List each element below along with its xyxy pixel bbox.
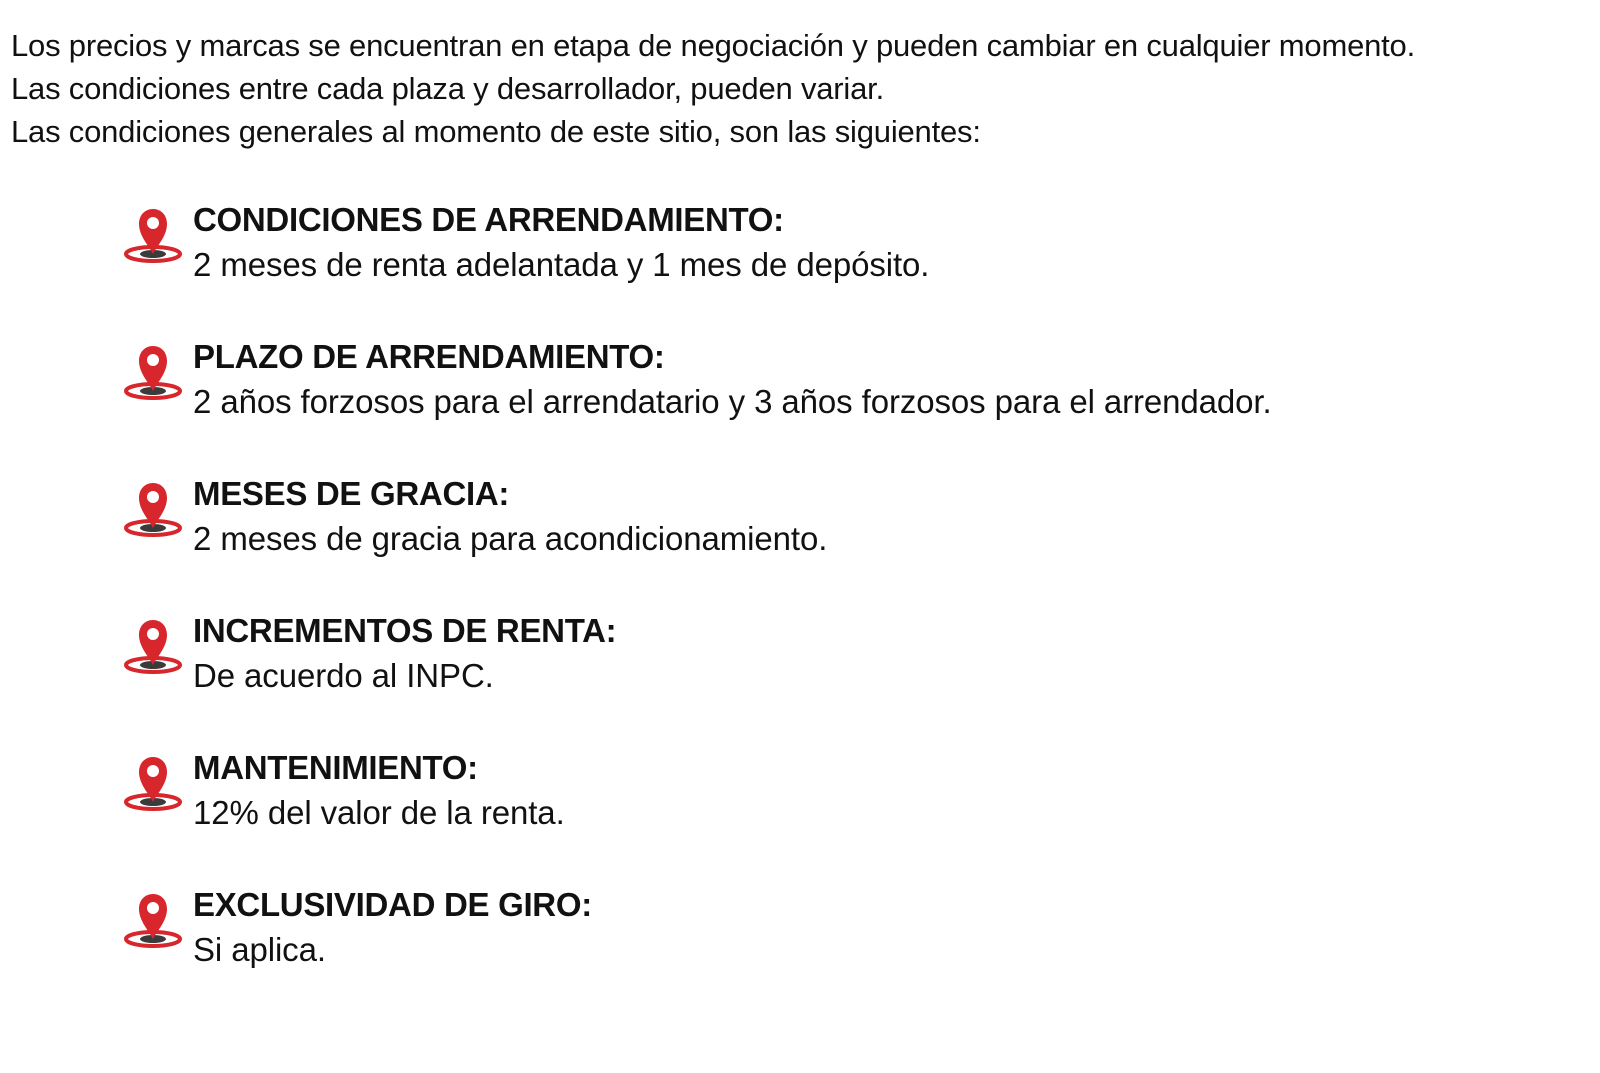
condition-item-exclusividad bbox=[122, 885, 1582, 985]
condition-text: 2 meses de renta adelantada y 1 mes de depósito. bbox=[193, 246, 930, 283]
condition-text: De acuerdo al INPC. bbox=[193, 657, 494, 694]
condition-text: 2 años forzosos para el arrendatario y 3 años forzosos para el arrendador. bbox=[193, 383, 1272, 420]
condition-text: Si aplica. bbox=[193, 931, 326, 968]
map-pin-icon bbox=[122, 339, 186, 403]
condition-item-incrementos bbox=[122, 611, 1582, 711]
condition-title: EXCLUSIVIDAD DE GIRO: bbox=[193, 886, 592, 923]
map-pin-icon bbox=[122, 202, 186, 266]
map-pin-icon bbox=[122, 887, 186, 951]
intro-text bbox=[11, 24, 1591, 153]
map-pin-icon bbox=[122, 476, 186, 540]
condition-title: PLAZO DE ARRENDAMIENTO: bbox=[193, 338, 665, 375]
condition-item-plazo bbox=[122, 337, 1582, 437]
condition-title: INCREMENTOS DE RENTA: bbox=[193, 612, 617, 649]
condition-title: MESES DE GRACIA: bbox=[193, 475, 510, 512]
condition-title: CONDICIONES DE ARRENDAMIENTO: bbox=[193, 201, 784, 238]
condition-item-mantenimiento bbox=[122, 748, 1582, 848]
condition-item-arrendamiento bbox=[122, 200, 1582, 300]
condition-text: 12% del valor de la renta. bbox=[193, 794, 565, 831]
map-pin-icon bbox=[122, 613, 186, 677]
condition-item-gracia bbox=[122, 474, 1582, 574]
intro-line-1: Los precios y marcas se encuentran en etapa de negociación y pueden cambiar en cualquier momento. bbox=[11, 28, 1416, 63]
condition-title: MANTENIMIENTO: bbox=[193, 749, 478, 786]
intro-line-2: Las condiciones entre cada plaza y desarrollador, pueden variar. bbox=[11, 71, 884, 106]
map-pin-icon bbox=[122, 750, 186, 814]
intro-line-3: Las condiciones generales al momento de este sitio, son las siguientes: bbox=[11, 114, 981, 149]
condition-text: 2 meses de gracia para acondicionamiento. bbox=[193, 520, 828, 557]
